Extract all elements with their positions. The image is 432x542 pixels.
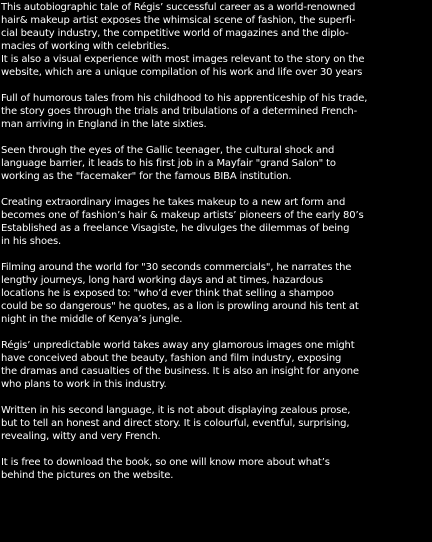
text-line: This autobiographic tale of Régis’ successful career as a world-renowned (1, 2, 356, 13)
text-line: night in the middle of Kenya’s jungle. (1, 314, 183, 325)
text-line: It is also a visual experience with most images relevant to the story on the (1, 54, 365, 65)
paragraph-download (1, 456, 432, 482)
text-line: website, which are a unique compilation of his work and life over 30 years (1, 67, 363, 78)
text-line: cial beauty industry, the competitive world of magazines and the diplo- (1, 28, 349, 39)
text-line: could be so dangerous" he quotes, as a lion is prowling around his tent at (1, 301, 359, 312)
text-line: Creating extraordinary images he takes makeup to a new art form and (1, 197, 346, 208)
text-line: man arriving in England in the late sixties. (1, 119, 207, 130)
text-line: behind the pictures on the website. (1, 470, 174, 481)
text-line: hair& makeup artist exposes the whimsical scene of fashion, the superfi- (1, 15, 356, 26)
text-line: macies of working with celebrities. (1, 41, 170, 52)
text-line: in his shoes. (1, 236, 62, 247)
text-line: Seen through the eyes of the Gallic teenager, the cultural shock and (1, 145, 335, 156)
paragraph-filming (1, 261, 432, 326)
text-line: language barrier, it leads to his first job in a Mayfair "grand Salon" to (1, 158, 336, 169)
paragraph-childhood (1, 92, 432, 131)
text-line: but to tell an honest and direct story. It is colourful, eventful, surprising, (1, 418, 350, 429)
text-line: who plans to work in this industry. (1, 379, 167, 390)
text-line: have conceived about the beauty, fashion and film industry, exposing (1, 353, 342, 364)
paragraph-language (1, 404, 432, 443)
paragraph-intro (1, 1, 432, 79)
text-line: revealing, witty and very French. (1, 431, 161, 442)
text-line: working as the "facemaker" for the famous BIBA institution. (1, 171, 292, 182)
text-line: Written in his second language, it is not about displaying zealous prose, (1, 405, 351, 416)
text-line: the dramas and casualties of the business. It is also an insight for anyone (1, 366, 359, 377)
text-line: becomes one of fashion’s hair & makeup artists’ pioneers of the early 80’s (1, 210, 364, 221)
paragraph-first-job (1, 144, 432, 183)
text-line: locations he is exposed to: "who’d ever think that selling a shampoo (1, 288, 334, 299)
text-line: Régis’ unpredictable world takes away any glamorous images one might (1, 340, 355, 351)
text-line: the story goes through the trials and tribulations of a determined French- (1, 106, 358, 117)
text-line: lengthy journeys, long hard working days and at times, hazardous (1, 275, 324, 286)
paragraph-makeup-art (1, 196, 432, 248)
text-line: It is free to download the book, so one will know more about what’s (1, 457, 330, 468)
text-line: Filming around the world for "30 seconds commercials", he narrates the (1, 262, 352, 273)
paragraph-unpredictable-world (1, 339, 432, 391)
text-line: Established as a freelance Visagiste, he divulges the dilemmas of being (1, 223, 350, 234)
text-line: Full of humorous tales from his childhood to his apprenticeship of his trade, (1, 93, 368, 104)
